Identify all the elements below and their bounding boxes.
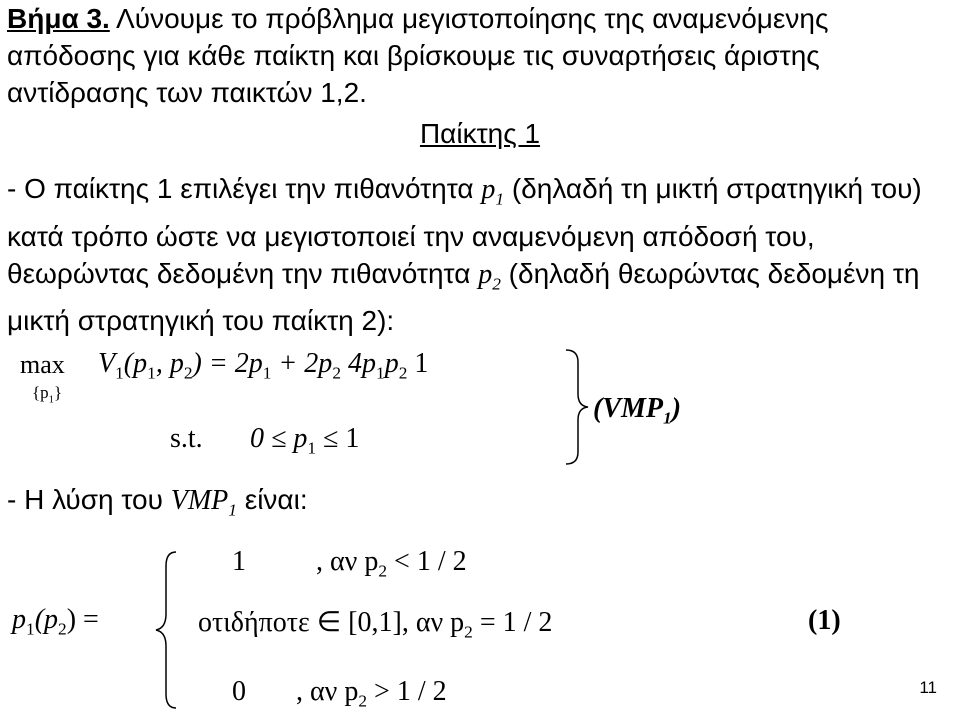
vmp-label: $(VMP_1)$ <box>593 393 682 428</box>
max-operator: max <box>20 350 65 379</box>
vmp-right-brace <box>558 348 598 466</box>
subject-to-label: s.t. <box>170 423 203 454</box>
description-paragraph: - Ο παίκτης 1 επιλέγει την πιθανότητα $p_1$ (δηλαδή τη μικτή στρατηγική του) κατά τρόπο ώστε να μεγιστοποιεί την αναμενόμενη απόδοσή του, θεωρώντας δεδομένη την πιθανότητα $p_2$ (δηλαδή θεωρώντας δεδομένη τη μικτή στρατηγική του παίκτη 2): <box>7 173 922 337</box>
solution-intro: - Η λύση του $VMP_1$ είναι: <box>7 484 308 520</box>
solution-lhs: $p_1(p_2)$ = <box>12 604 99 639</box>
case-2: οτιδήποτε ∈ [0,1], αν $p_2 = 1 / 2$ <box>198 607 553 642</box>
var-p2: $p_2$ <box>478 258 501 294</box>
equation-number: (1) <box>808 605 841 636</box>
max-subscript: $\{p_1\}$ <box>32 383 63 406</box>
page-number: 11 <box>919 678 937 697</box>
constraint: $0 \le p_1 \le 1$ <box>250 423 360 458</box>
var-p1: $p_1$ <box>481 174 505 209</box>
step-label: Βήμα 3. <box>7 3 110 34</box>
intro-text: Λύνουμε το πρόβλημα μεγιστοποίησης της αναμενόμενης απόδοσης για κάθε παίκτη και βρίσκουμε τις συναρτήσεις άριστης αντίδρασης των παικτών 1,2. <box>7 3 829 108</box>
case-3: 0 , αν $p_2 > 1 / 2$ <box>232 676 447 711</box>
intro-paragraph <box>7 0 957 111</box>
solution-left-brace <box>150 548 184 714</box>
section-title: Παίκτης 1 <box>419 118 541 149</box>
objective-function: $V_1(p_1$, $p_2) = 2p_1 + 2p_2$ $4p_1p_2$ 1 <box>98 348 429 383</box>
case-1: 1 , αν $p_2 < 1 / 2$ <box>232 546 467 581</box>
